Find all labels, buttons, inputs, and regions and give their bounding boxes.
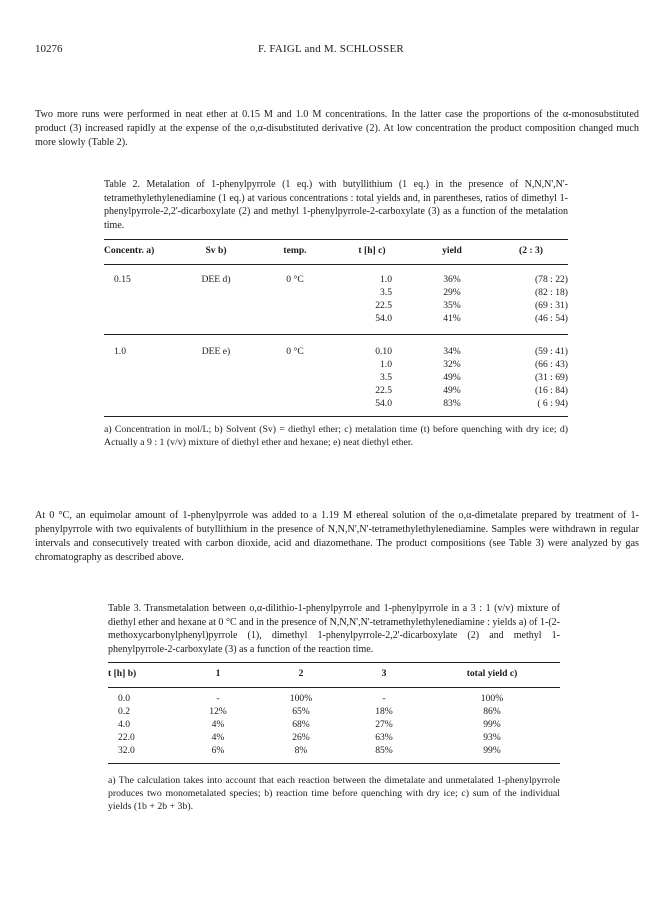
table-row bbox=[104, 273, 568, 286]
yield-cell: 83% bbox=[443, 398, 461, 409]
table-row bbox=[104, 384, 568, 397]
ratio-cell: (59 : 41) bbox=[534, 346, 568, 357]
table-row bbox=[104, 286, 568, 299]
time-cell: 0.10 bbox=[375, 346, 392, 357]
time-cell: 54.0 bbox=[375, 398, 392, 409]
total-yield-cell: 99% bbox=[483, 745, 501, 756]
table-2-header-temp: temp. bbox=[283, 245, 307, 256]
time-cell: 22.5 bbox=[375, 385, 392, 396]
table-2-group-divider bbox=[104, 334, 568, 335]
ratio-cell: (46 : 54) bbox=[534, 313, 568, 324]
table-row bbox=[104, 397, 568, 410]
ratio-cell: (69 : 31) bbox=[534, 300, 568, 311]
table-3 bbox=[108, 602, 560, 813]
yield-cell: 49% bbox=[443, 385, 461, 396]
ratio-cell: (66 : 43) bbox=[534, 359, 568, 370]
table-2-header-concentration: Concentr. a) bbox=[104, 245, 155, 256]
table-row bbox=[108, 718, 560, 731]
table-2-header-row bbox=[104, 240, 568, 262]
table-3-header-total: total yield c) bbox=[466, 668, 518, 679]
table-3-body bbox=[108, 692, 560, 757]
compound-3-cell: 18% bbox=[375, 706, 393, 717]
compound-3-cell: 27% bbox=[375, 719, 393, 730]
running-title: F. FAIGL and M. SCHLOSSER bbox=[258, 43, 404, 55]
yield-cell: 32% bbox=[443, 359, 461, 370]
table-row bbox=[108, 692, 560, 705]
time-cell: 3.5 bbox=[380, 287, 392, 298]
ratio-cell: (16 : 84) bbox=[534, 385, 568, 396]
table-3-header-time: t [h] b) bbox=[108, 668, 137, 679]
table-3-caption: Table 3. Transmetalation between o,α-dilithio-1-phenylpyrrole and 1-phenylpyrrole in a 3 : 1 (v/v) mixture of diethyl ether and hexane at 0 °C and in the presence of N,N,N',N'-tetramethylethylenediamine : yields a) of 1-(2-methoxycarbonylphenyl)pyrrole (1), dimethyl 1-phenylpyrrole-2,2'-dicarboxylate (2) and methyl 1-phenylpyrrole-2-carboxylate (3) as a function of the reaction time. bbox=[108, 603, 560, 655]
time-cell: 22.5 bbox=[375, 300, 392, 311]
compound-1-cell: 12% bbox=[209, 706, 227, 717]
yield-cell: 49% bbox=[443, 372, 461, 383]
ratio-cell: ( 6 : 94) bbox=[537, 398, 568, 409]
table-2-group-2 bbox=[104, 345, 568, 410]
ratio-cell: (82 : 18) bbox=[534, 287, 568, 298]
time-cell: 1.0 bbox=[380, 274, 392, 285]
table-3-header-3: 3 bbox=[381, 668, 387, 679]
compound-3-cell: 85% bbox=[375, 745, 393, 756]
compound-3-cell: 63% bbox=[375, 732, 393, 743]
table-2-header-time: t [h] c) bbox=[358, 245, 386, 256]
yield-cell: 34% bbox=[443, 346, 461, 357]
table-2-header-ratio: (2 : 3) bbox=[519, 245, 543, 256]
time-cell: 4.0 bbox=[118, 719, 130, 730]
table-2-caption: Table 2. Metalation of 1-phenylpyrrole (1 eq.) with butyllithium (1 eq.) in the presence of N,N,N',N'-tetramethylethylenediamine (1 eq.) at various concentrations : total yields and, in parentheses, ratios of dimethyl 1-phenylpyrrole-2,2'-dicarboxylate (2) and methyl 1-phenylpyrrole-2-carboxylate (3) as a function of the metalation time. bbox=[104, 179, 568, 231]
time-cell: 3.5 bbox=[380, 372, 392, 383]
compound-2-cell: 26% bbox=[292, 732, 310, 743]
yield-cell: 35% bbox=[443, 300, 461, 311]
table-2-bottom-rule bbox=[104, 416, 568, 417]
table-3-bottom-rule bbox=[108, 763, 560, 764]
table-3-header-rule bbox=[108, 687, 560, 688]
temp-cell: 0 °C bbox=[286, 346, 304, 357]
yield-cell: 41% bbox=[443, 313, 461, 324]
table-row bbox=[108, 744, 560, 757]
table-row bbox=[104, 345, 568, 358]
table-2-header-solvent: Sv b) bbox=[205, 245, 227, 256]
time-cell: 54.0 bbox=[375, 313, 392, 324]
compound-1-cell: 4% bbox=[211, 719, 225, 730]
ratio-cell: (78 : 22) bbox=[534, 274, 568, 285]
time-cell: 0.0 bbox=[118, 693, 130, 704]
yield-cell: 29% bbox=[443, 287, 461, 298]
table-3-header-row bbox=[108, 663, 560, 685]
table-2-header-rule bbox=[104, 264, 568, 265]
total-yield-cell: 86% bbox=[483, 706, 501, 717]
table-3-header-1: 1 bbox=[215, 668, 221, 679]
paragraph-intro: Two more runs were performed in neat ether at 0.15 M and 1.0 M concentrations. In the latter case the proportions of the α-monosubstituted product (3) increased rapidly at the expense of the o,α-disubstituted derivative (2). At low concentration the product composition changed much more slowly (Table 2). bbox=[35, 109, 639, 148]
time-cell: 0.2 bbox=[118, 706, 130, 717]
table-row bbox=[104, 358, 568, 371]
table-2-footnote: a) Concentration in mol/L; b) Solvent (Sv) = diethyl ether; c) metalation time (t) before quenching with dry ice; d) Actually a 9 : 1 (v/v) mixture of diethyl ether and hexane; e) neat diethyl ether. bbox=[104, 424, 568, 448]
compound-2-cell: 8% bbox=[294, 745, 308, 756]
compound-1-cell: 6% bbox=[211, 745, 225, 756]
compound-2-cell: 68% bbox=[292, 719, 310, 730]
time-cell: 32.0 bbox=[118, 745, 135, 756]
table-row bbox=[108, 731, 560, 744]
solvent-cell: DEE e) bbox=[201, 346, 231, 357]
table-row bbox=[104, 312, 568, 325]
concentration-cell: 0.15 bbox=[114, 274, 131, 285]
total-yield-cell: 100% bbox=[480, 693, 504, 704]
page-number: 10276 bbox=[35, 43, 63, 55]
table-row bbox=[104, 299, 568, 312]
ratio-cell: (31 : 69) bbox=[534, 372, 568, 383]
paragraph-transmetalation: At 0 °C, an equimolar amount of 1-phenylpyrrole was added to a 1.19 M ethereal solution of the o,α-dimetalate prepared by treatment of 1-phenylpyrrole with two equivalents of butyllithium in the presence of N,N,N',N'-tetramethylethylenediamine. Samples were withdrawn in regular intervals and consecutively treated with carbon dioxide, acid and diazomethane. The product compositions (see Table 3) were analyzed by gas chromatography as described above. bbox=[35, 510, 639, 563]
concentration-cell: 1.0 bbox=[114, 346, 126, 357]
table-3-footnote: a) The calculation takes into account that each reaction between the dimetalate and unmetalated 1-phenylpyrrole produces two monometalated species; b) reaction time before quenching with dry ice; c) sum of the individual yields (1b + 2b + 3b). bbox=[108, 775, 560, 812]
total-yield-cell: 93% bbox=[483, 732, 501, 743]
table-2-header-yield: yield bbox=[442, 245, 462, 256]
solvent-cell: DEE d) bbox=[201, 274, 231, 285]
compound-2-cell: 65% bbox=[292, 706, 310, 717]
table-2 bbox=[104, 178, 568, 449]
compound-1-cell: - bbox=[216, 693, 220, 704]
temp-cell: 0 °C bbox=[286, 274, 304, 285]
total-yield-cell: 99% bbox=[483, 719, 501, 730]
table-row bbox=[104, 371, 568, 384]
table-3-header-2: 2 bbox=[298, 668, 304, 679]
compound-3-cell: - bbox=[382, 693, 386, 704]
time-cell: 22.0 bbox=[118, 732, 135, 743]
table-row bbox=[108, 705, 560, 718]
time-cell: 1.0 bbox=[380, 359, 392, 370]
compound-2-cell: 100% bbox=[289, 693, 313, 704]
compound-1-cell: 4% bbox=[211, 732, 225, 743]
table-2-group-1 bbox=[104, 273, 568, 325]
yield-cell: 36% bbox=[443, 274, 461, 285]
